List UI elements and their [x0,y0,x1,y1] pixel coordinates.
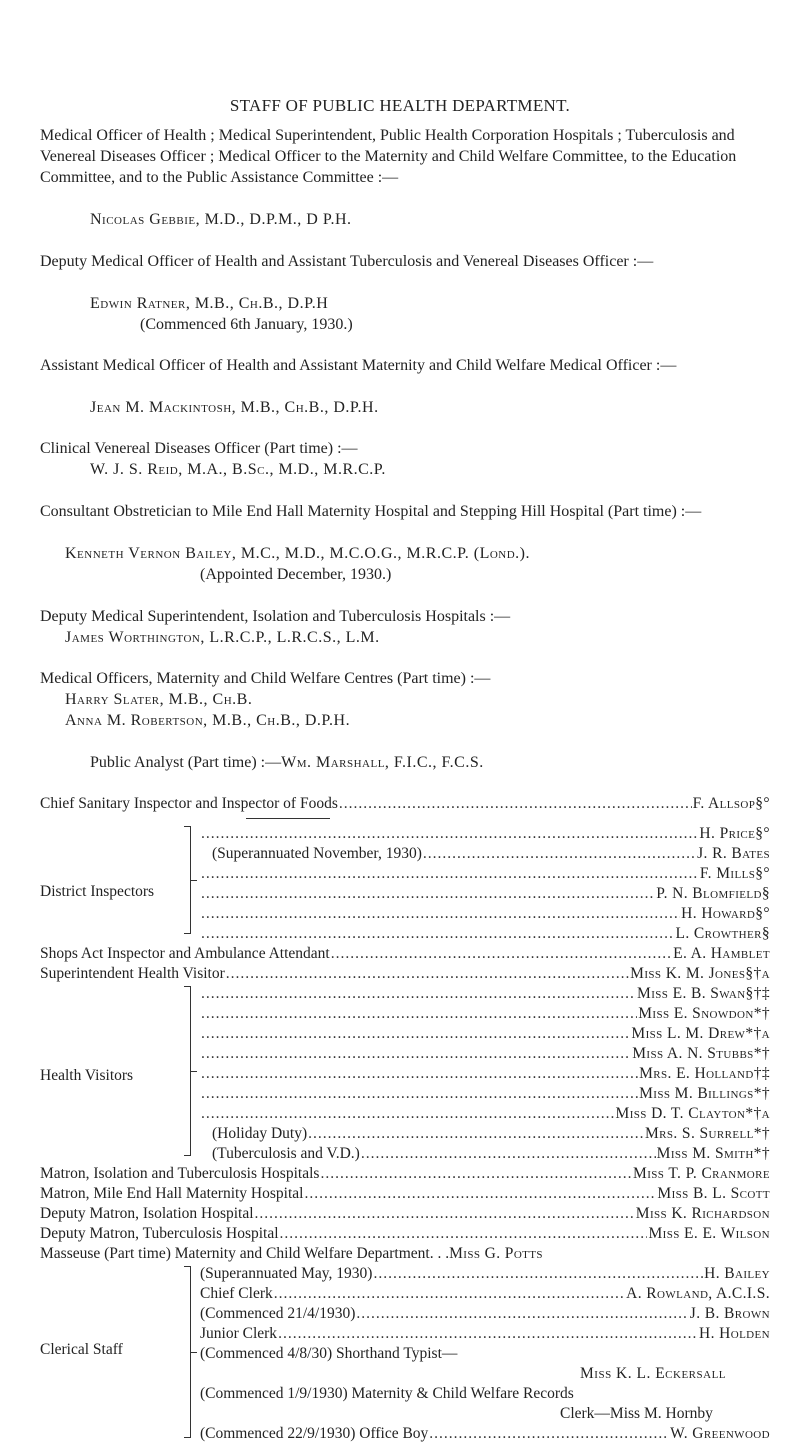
clinical-name: W. J. S. Reid, M.A., B.Sc., M.D., M.R.C.P. [90,461,386,478]
clinical-description: Clinical Venereal Diseases Officer (Part time) :— [40,440,358,457]
hv-row: (Holiday Duty) ..... Mrs. S. Surrell*† [212,1124,770,1144]
district-brace [190,826,191,934]
hv-row: ..... Miss A. N. Stubbs*† [200,1044,770,1064]
district-row: ..... H. Howard§° [200,904,770,924]
hv-row: ..... Miss M. Billings*† [200,1084,770,1104]
assistant-description: Assistant Medical Officer of Health and Assistant Maternity and Child Welfare Medical Officer :— [40,357,677,374]
analyst-line: Public Analyst (Part time) :—Wm. Marshall, F.I.C., F.C.S. [90,754,484,771]
hv-row: ..... Miss E. Snowdon*† [200,1004,770,1024]
matron-row: Matron, Isolation and Tuberculosis Hospitals ..... Miss T. P. Cranmore [40,1164,770,1184]
district-row: (Superannuated November, 1930) ..... J. R. Bates [212,844,770,864]
clerical-row: (Commenced 21/4/1930) ..... J. B. Brown [200,1304,770,1324]
hv-row: ..... Miss E. B. Swan§†‡ [200,984,770,1004]
district-row: ..... L. Crowther§ [200,924,770,944]
district-row: ..... F. Mills§° [200,864,770,884]
matron-row: Matron, Mile End Hall Maternity Hospital ..... Miss B. L. Scott [40,1184,770,1204]
clerical-row: (Commenced 22/9/1930) Office Boy ..... W. Greenwood [200,1424,770,1444]
moh-description: Medical Officer of Health ; Medical Superintendent, Public Health Corporation Hospitals ; Tuberculosis and Venereal Diseases Officer ; Medical Officer to the Maternity and Child Welfare Committee, to the Education Committee, and to the Public Assistance Committee :— [40,127,737,186]
page-title: STAFF OF PUBLIC HEALTH DEPARTMENT. [229,96,571,115]
chief-sanitary-row: Chief Sanitary Inspector and Inspector of Foods ..... F. Allsop§° [40,794,770,814]
hv-row: ..... Miss D. T. Clayton*†a [200,1104,770,1124]
assistant-name: Jean M. Mackintosh, M.B., Ch.B., D.P.H. [90,399,379,416]
hv-brace [190,986,191,1156]
district-row: ..... P. N. Blomfield§ [200,884,770,904]
district-group-label: District Inspectors [40,883,155,900]
centres-name-1: Harry Slater, M.B., Ch.B. [65,691,253,708]
centres-name-2: Anna M. Robertson, M.B., Ch.B., D.P.H. [65,712,351,729]
records-line: (Commenced 1/9/1930) Maternity & Child Welfare Records [200,1385,574,1402]
hv-row: ..... Mrs. E. Holland†‡ [200,1064,770,1084]
masseuse-row: Masseuse (Part time) Maternity and Child Welfare Department. . . Miss G. Potts [40,1245,543,1262]
deputy-super-name: James Worthington, L.R.C.P., L.R.C.S., L.M. [65,629,380,646]
matron-row: Deputy Matron, Tuberculosis Hospital ..... Miss E. E. Wilson [40,1224,770,1244]
centres-description: Medical Officers, Maternity and Child Welfare Centres (Part time) :— [40,670,491,687]
hv-group-label: Health Visitors [40,1067,134,1084]
superintendent-hv-row: Superintendent Health Visitor ..... Miss K. M. Jones§†a [40,964,770,984]
hv-row: ..... Miss L. M. Drew*†a [200,1024,770,1044]
matron-row: Deputy Matron, Isolation Hospital ..... Miss K. Richardson [40,1204,770,1224]
deputy-name: Edwin Ratner, M.B., Ch.B., D.P.H [90,295,329,312]
clerical-row: Chief Clerk ..... A. Rowland, A.C.I.S. [200,1284,770,1304]
clerical-row: Junior Clerk ..... H. Holden [200,1324,770,1344]
hv-row: (Tuberculosis and V.D.) ..... Miss M. Smith*† [212,1144,770,1164]
clerical-group-label: Clerical Staff [40,1341,123,1358]
divider [246,818,330,819]
records-clerk: Clerk—Miss M. Hornby [560,1405,713,1422]
deputy-super-description: Deputy Medical Superintendent, Isolation and Tuberculosis Hospitals :— [40,608,511,625]
obstetrician-note: (Appointed December, 1930.) [200,566,392,583]
typist-name: Miss K. L. Eckersall [580,1365,727,1382]
district-row: ..... H. Price§° [200,824,770,844]
obstetrician-name: Kenneth Vernon Bailey, M.C., M.D., M.C.O.G., M.R.C.P. (Lond.). [65,545,531,562]
clerical-row: (Superannuated May, 1930) ..... H. Bailey [200,1264,770,1284]
obstetrician-description: Consultant Obstretician to Mile End Hall Maternity Hospital and Stepping Hill Hospital (Part time) :— [40,503,702,520]
deputy-note: (Commenced 6th January, 1930.) [140,316,353,333]
typist-line: (Commenced 4/8/30) Shorthand Typist— [200,1345,458,1362]
moh-name: Nicolas Gebbie, M.D., D.P.M., D P.H. [90,211,352,228]
clerical-brace [190,1266,191,1438]
shops-row: Shops Act Inspector and Ambulance Attendant ..... E. A. Hamblet [40,944,770,964]
deputy-description: Deputy Medical Officer of Health and Assistant Tuberculosis and Venereal Diseases Officer :— [40,253,654,270]
